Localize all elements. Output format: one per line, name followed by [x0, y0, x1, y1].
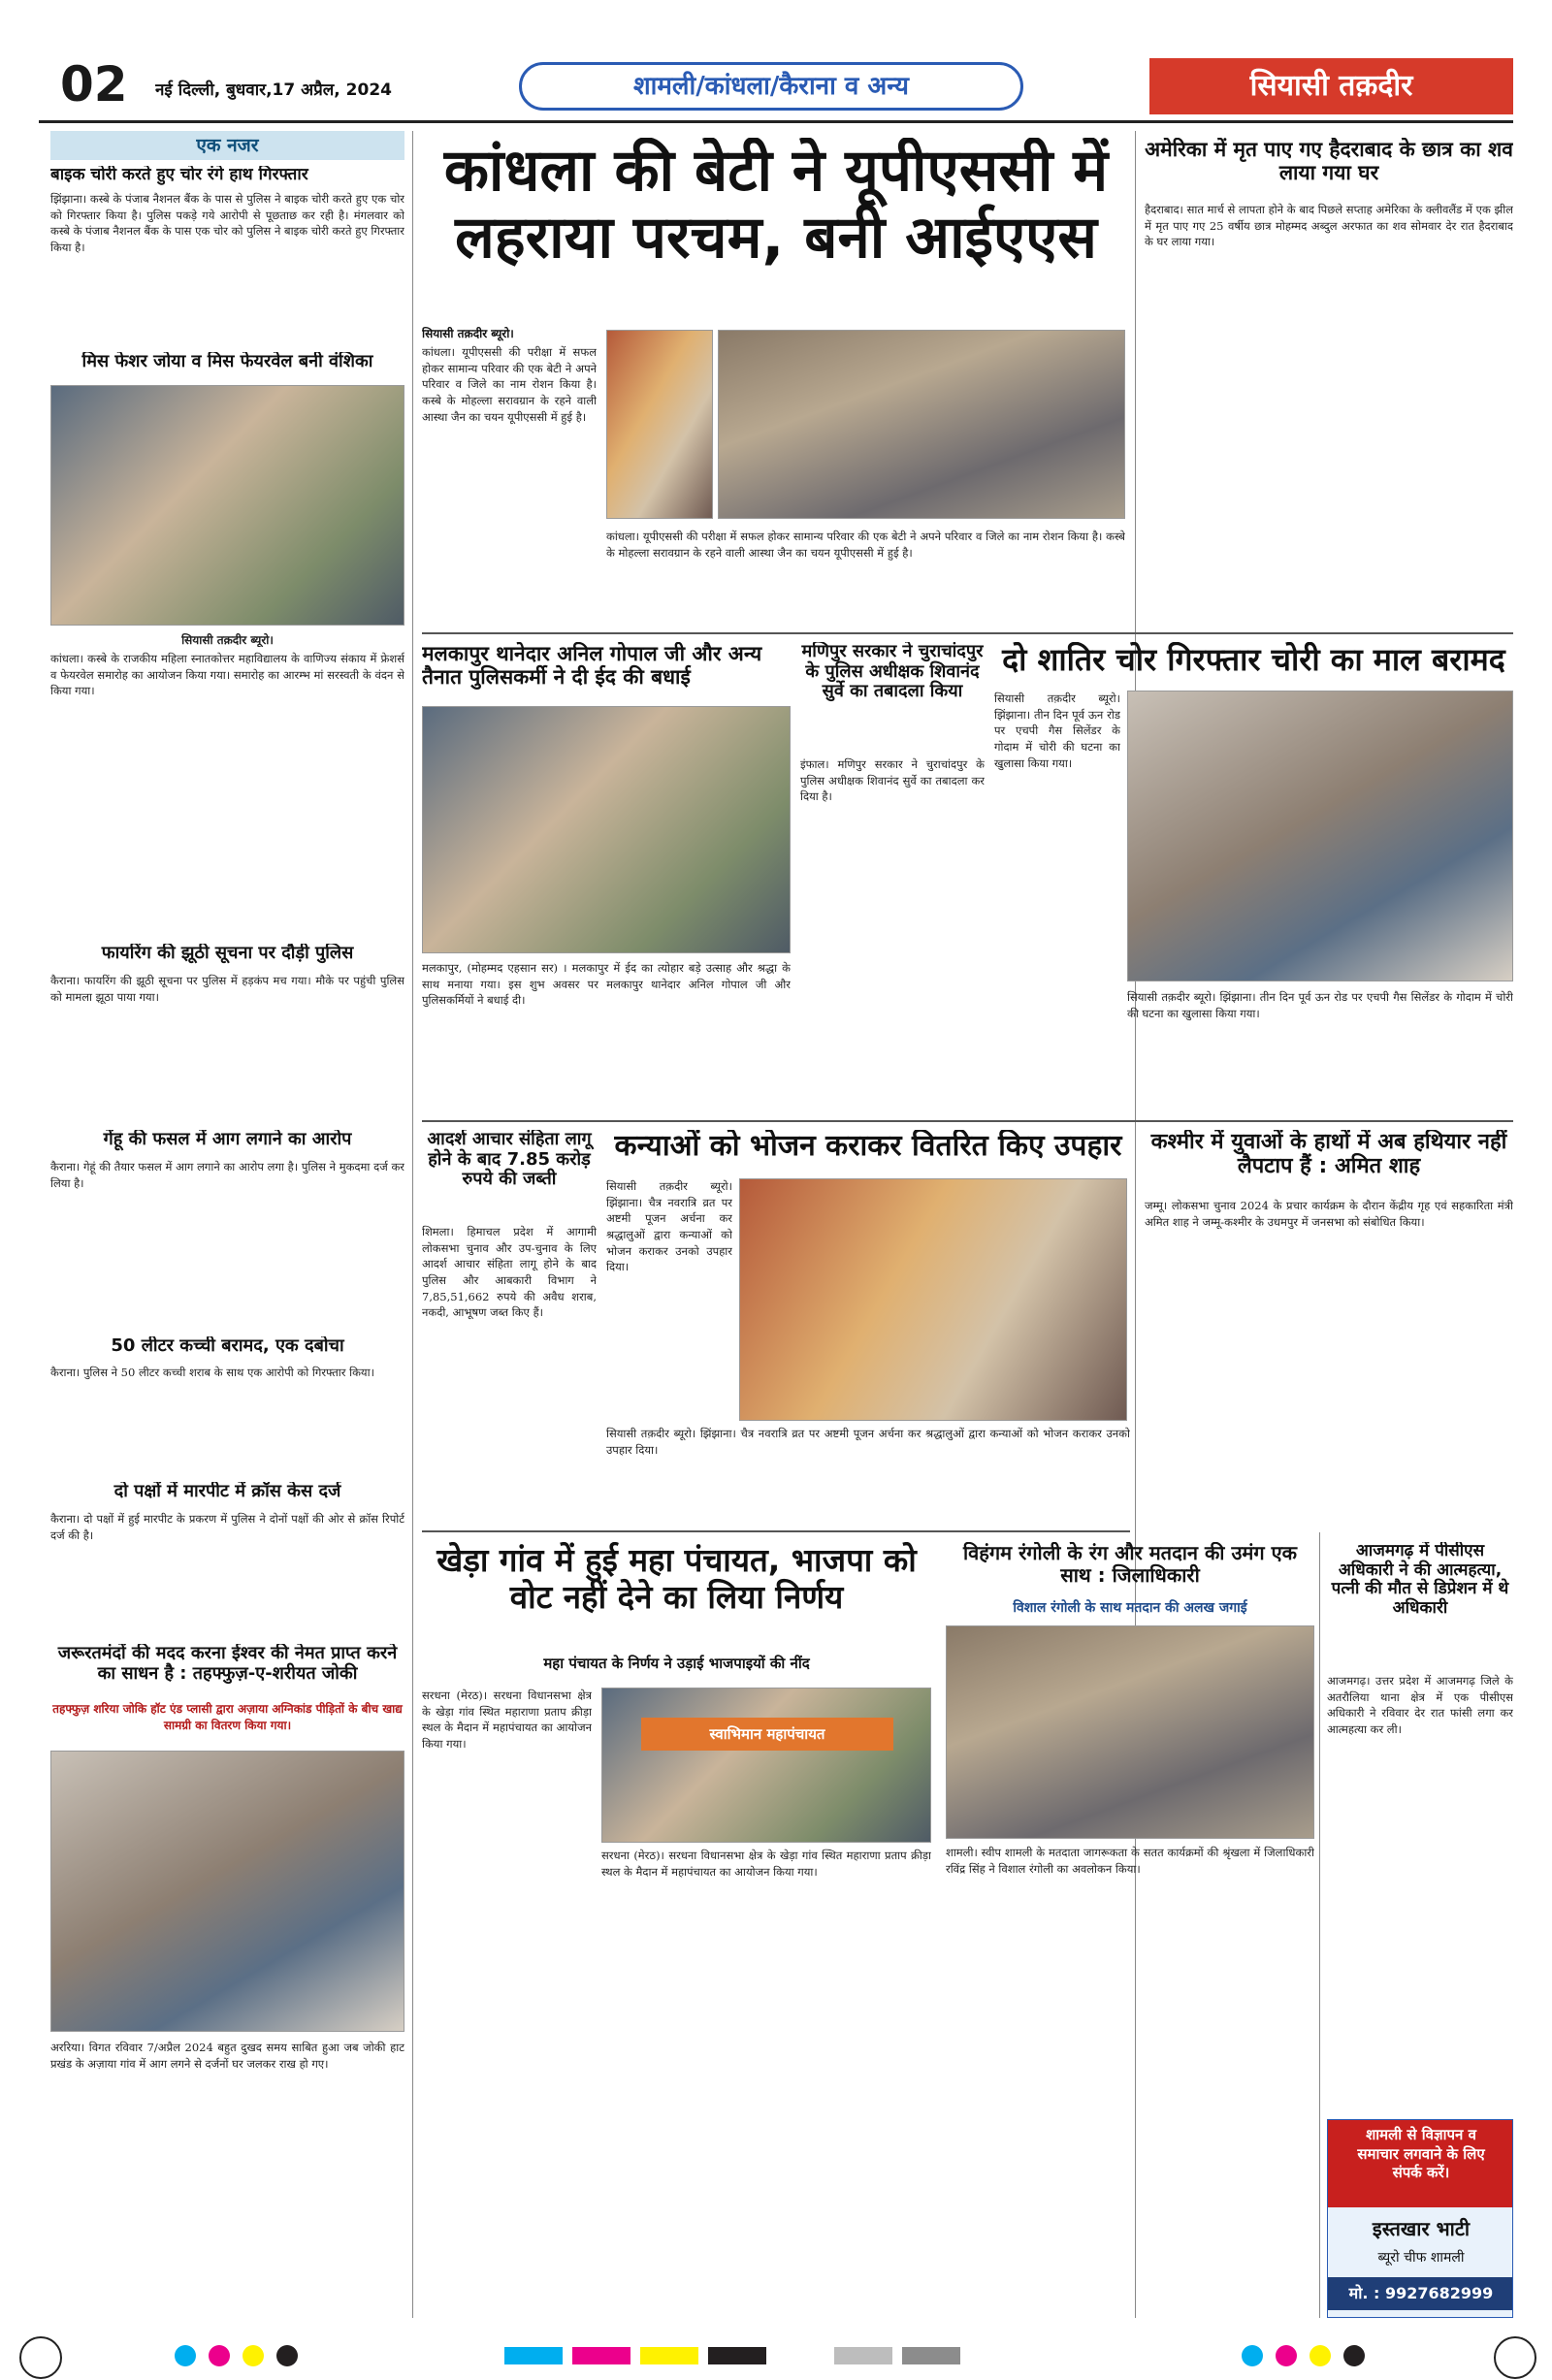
- story-body: जम्मू। लोकसभा चुनाव 2024 के प्रचार कार्यक्रम के दौरान केंद्रीय गृह एवं सहकारिता मंत्री अमित शाह ने जम्मू-कश्मीर के उधमपुर में जनसभा को संबोधित किया।: [1145, 1199, 1513, 1229]
- magenta-dot-icon: [209, 2345, 230, 2366]
- black-dot-icon: [276, 2345, 298, 2366]
- masthead: [0, 0, 1552, 124]
- story-body: सरधना (मेरठ)। सरधना विधानसभा क्षेत्र के खेड़ा गांव स्थित महाराणा प्रताप क्रीड़ा स्थल के मैदान में महापंचायत का आयोजन किया गया।: [422, 1689, 592, 1752]
- story-headline: खेड़ा गांव में हुई महा पंचायत, भाजपा को वोट नहीं देने का लिया निर्णय: [436, 1542, 917, 1616]
- story-headline: कन्याओं को भोजन कराकर वितरित किए उपहार: [614, 1130, 1122, 1163]
- story-headline: अमेरिका में मृत पाए गए हैदराबाद के छात्र का शव लाया गया घर: [1145, 138, 1513, 185]
- ad-contact-phone: मो. : 9927682999: [1328, 2277, 1513, 2310]
- story-body-continued: सरधना (मेरठ)। सरधना विधानसभा क्षेत्र के खेड़ा गांव स्थित महाराणा प्रताप क्रीड़ा स्थल के मैदान में महापंचायत का आयोजन किया गया।: [601, 1849, 931, 1879]
- photo-caption: सियासी तक़दीर ब्यूरो।: [181, 633, 274, 647]
- lead-byline: सियासी तक़दीर ब्यूरो।: [422, 327, 514, 340]
- story-body: सियासी तक़दीर ब्यूरो। झिंझाना। तीन दिन पूर्व ऊन रोड पर एचपी गैस सिलेंडर के गोदाम में चोरी की घटना का खुलासा किया गया।: [994, 691, 1120, 770]
- story-subhead: महा पंचायत के निर्णय ने उड़ाई भाजपाइयों की नींद: [543, 1655, 810, 1672]
- section-rule: [422, 1120, 1513, 1122]
- registration-mark-icon: [19, 2336, 62, 2379]
- story-body: अररिया। विगत रविवार 7/अप्रैल 2024 बहुत दुखद समय साबित हुआ जब जोकी हाट प्रखंड के अज़ाया गांव में आग लगने से दर्जनों घर जलकर राख हो गए।: [50, 2041, 404, 2071]
- story-headline: फायरिंग की झूठी सूचना पर दौड़ी पुलिस: [101, 944, 354, 963]
- stage-banner: स्वाभिमान महापंचायत: [641, 1718, 893, 1751]
- grey-swatch: [902, 2347, 960, 2364]
- story-headline: गेंहू की फसल में आग लगाने का आरोप: [103, 1130, 352, 1149]
- story-body: आजमगढ़। उत्तर प्रदेश में आजमगढ़ जिले के अतरौलिया थाना क्षेत्र में एक पीसीएस अधिकारी ने रविवार देर रात फांसी लगा कर आत्महत्या कर ली।: [1327, 1674, 1513, 1737]
- column-divider: [412, 131, 413, 2318]
- story-body-continued: सियासी तक़दीर ब्यूरो। झिंझाना। तीन दिन पूर्व ऊन रोड पर एचपी गैस सिलेंडर के गोदाम में चोरी की घटना का खुलासा किया गया।: [1127, 990, 1513, 1020]
- story-body: झिंझाना। कस्बे के पंजाब नैशनल बैंक के पास से पुलिस ने बाइक चोरी करते हुए एक चोर को गिरफ्तार किया है। पुलिस पकड़े गये आरोपी से पूछताछ कर रही है। मंगलवार को कस्बे के पंजाब नैशनल बैंक के पास एक चोर को पुलिस ने बाइक चोरी करते हुए गिरफ्तार किया है।: [50, 192, 404, 255]
- cyan-swatch: [504, 2347, 563, 2364]
- story-headline: विहंगम रंगोली के रंग और मतदान की उमंग एक साथ : जिलाधिकारी: [962, 1542, 1298, 1587]
- section-title: शामली/कांधला/कैराना व अन्य: [519, 62, 1023, 111]
- yellow-dot-icon: [242, 2345, 264, 2366]
- story-body: सियासी तक़दीर ब्यूरो। झिंझाना। चैत्र नवरात्रि व्रत पर अष्टमी पूजन अर्चना कर श्रद्धालुओं द्वारा कन्याओं को भोजन कराकर उनको उपहार दिया।: [606, 1179, 732, 1274]
- printer-color-strip: [0, 2332, 1552, 2380]
- story-body: कैराना। गेहूं की तैयार फसल में आग लगाने का आरोप लगा है। पुलिस ने मुकदमा दर्ज कर लिया है।: [50, 1160, 404, 1190]
- story-subhead: तहफ्फुज़ शरिया जोकि हॉट एंड प्लासी द्वारा अज़ाया अग्निकांड पीड़ितों के बीच खाद्य सामग्री का वितरण किया गया।: [52, 1702, 403, 1732]
- ad-line: संपर्क करें।: [1392, 2164, 1450, 2181]
- section-rule: [422, 632, 1513, 634]
- story-body: शामली। स्वीप शामली के मतदाता जागरूकता के सतत कार्यक्रमों की श्रृंखला में जिलाधिकारी रविंद्र सिंह ने विशाल रंगोली का अवलोकन किया।: [946, 1846, 1314, 1876]
- grey-swatch: [834, 2347, 892, 2364]
- story-body: कैराना। पुलिस ने 50 लीटर कच्ची शराब के साथ एक आरोपी को गिरफ्तार किया।: [50, 1366, 374, 1379]
- college-event-photo: [50, 385, 404, 626]
- story-body: कांधला। कस्बे के राजकीय महिला स्नातकोत्तर महाविद्यालय के वाणिज्य संकाय में फ्रेशर्स व फेयरवेल समारोह का आयोजन किया गया। समारोह का आरम्भ मां सरस्वती के वंदन से किया गया।: [50, 652, 404, 698]
- story-body: मलकापुर, (मोहम्मद एहसान सर) । मलकापुर में ईद का त्योहार बड़े उत्साह और श्रद्धा के साथ मनाया गया। इस शुभ अवसर पर मलकापुर थानेदार अनिल गोपाल जी और पुलिसकर्मियों ने बधाई दी।: [422, 961, 791, 1008]
- brand-banner: सियासी तक़दीर: [1149, 58, 1513, 114]
- ad-line: शामली से विज्ञापन व: [1366, 2126, 1476, 2143]
- story-body: हैदराबाद। सात मार्च से लापता होने के बाद पिछले सप्ताह अमेरिका के क्लीवलैंड में एक झील में मृत पाए गए 25 वर्षीय छात्र मोहम्मद अब्दुल अरफात का शव सोमवार देर रात हैदराबाद के घर लाया गया।: [1145, 203, 1513, 249]
- story-body: इंफाल। मणिपुर सरकार ने चुराचांदपुर के पुलिस अधीक्षक शिवानंद सुर्वे का तबादला कर दिया है।: [800, 757, 985, 804]
- magenta-dot-icon: [1276, 2345, 1297, 2366]
- ad-header: [1328, 2120, 1513, 2207]
- left-column: [50, 131, 404, 2318]
- yellow-swatch: [640, 2347, 698, 2364]
- story-headline: दो पक्षों में मारपीट में क्रॉस केस दर्ज: [113, 1482, 341, 1501]
- black-dot-icon: [1343, 2345, 1365, 2366]
- story-headline: कश्मीर में युवाओं के हाथों में अब हथियार नहीं लैपटाप हैं : अमित शाह: [1150, 1130, 1507, 1179]
- masthead-rule: [39, 120, 1513, 123]
- story-body: शिमला। हिमाचल प्रदेश में आगामी लोकसभा चुनाव और उप-चुनाव के लिए आदर्श आचार संहिता लागू होने के बाद पुलिस और आबकारी विभाग ने 7,85,51,662 रुपये की अवैध शराब, नकदी, आभूषण जब्त किए हैं।: [422, 1225, 597, 1320]
- story-headline: मलकापुर थानेदार अनिल गोपाल जी और अन्य तैनात पुलिसकर्मी ने दी ईद की बधाई: [422, 642, 762, 690]
- column-divider: [1319, 1532, 1320, 2318]
- ad-contact-role: ब्यूरो चीफ शामली: [1377, 2250, 1465, 2266]
- column-header: एक नजर: [50, 131, 404, 160]
- lead-body-continued: कांधला। यूपीएससी की परीक्षा में सफल होकर सामान्य परिवार की एक बेटी ने अपने परिवार व जिले का नाम रोशन किया है। कस्बे के मोहल्ला सरावग्रान के रहने वाली आस्था जैन का चयन यूपीएससी में हुई है।: [606, 530, 1125, 560]
- cyan-dot-icon: [175, 2345, 196, 2366]
- family-photo: [718, 330, 1125, 519]
- story-body: कैराना। दो पक्षों में हुई मारपीट के प्रकरण में पुलिस ने दोनों पक्षों की ओर से क्रॉस रिपोर्ट दर्ज की है।: [50, 1512, 404, 1542]
- advertisement-box: [1327, 2119, 1513, 2318]
- ad-contact-name: इस्तखार भाटी: [1372, 2217, 1471, 2240]
- black-swatch: [708, 2347, 766, 2364]
- story-headline: 50 लीटर कच्ची बरामद, एक दबोचा: [111, 1336, 344, 1356]
- rangoli-photo: [946, 1625, 1314, 1839]
- relief-distribution-photo: [50, 1751, 404, 2032]
- story-headline: आजमगढ़ में पीसीएस अधिकारी ने की आत्महत्या, पत्नी की मौत से डिप्रेशन में थे अधिकारी: [1331, 1542, 1509, 1618]
- story-body-continued: सियासी तक़दीर ब्यूरो। झिंझाना। चैत्र नवरात्रि व्रत पर अष्टमी पूजन अर्चना कर श्रद्धालुओं द्वारा कन्याओं को भोजन कराकर उनको उपहार दिया।: [606, 1427, 1130, 1457]
- story-headline: दो शातिर चोर गिरफ्तार चोरी का माल बरामद: [1002, 642, 1505, 678]
- registration-mark-icon: [1494, 2336, 1536, 2379]
- lead-headline: कांधला की बेटी ने यूपीएससी में लहराया परचम, बनी आईएएस: [443, 138, 1109, 272]
- arrest-photo: [1127, 691, 1513, 981]
- story-headline: जरूरतमंदों की मदद करना ईश्वर की नेमत प्राप्त करने का साधन है : तहफ्फुज़-ए-शरीयत जोकी: [57, 1644, 398, 1684]
- kanya-pujan-photo: [739, 1178, 1127, 1421]
- magenta-swatch: [572, 2347, 630, 2364]
- panchayat-photo: [601, 1688, 931, 1843]
- yellow-dot-icon: [1310, 2345, 1331, 2366]
- ad-line: समाचार लगवाने के लिए: [1357, 2144, 1485, 2163]
- story-headline: आदर्श आचार संहिता लागू होने के बाद 7.85 करोड़ रुपये की जब्ती: [427, 1130, 592, 1190]
- dateline: नई दिल्ली, बुधवार,17 अप्रैल, 2024: [155, 80, 392, 100]
- story-headline: मिस फेशर जोया व मिस फेयरवेल बनी वंशिका: [81, 352, 373, 371]
- lead-body: कांधला। यूपीएससी की परीक्षा में सफल होकर सामान्य परिवार की एक बेटी ने अपने परिवार व जिले का नाम रोशन किया है। कस्बे के मोहल्ला सरावग्रान के रहने वाली आस्था जैन का चयन यूपीएससी में हुई है।: [422, 345, 597, 424]
- page-number: 02: [60, 56, 128, 113]
- section-rule: [422, 1530, 1130, 1532]
- story-headline: मणिपुर सरकार ने चुराचांदपुर के पुलिस अधीक्षक शिवानंद सुर्वे का तबादला किया: [801, 642, 984, 702]
- story-subhead: विशाल रंगोली के साथ मतदान की अलख जगाई: [1013, 1600, 1247, 1616]
- story-headline: बाइक चोरी करते हुए चोर रंगे हाथ गिरफ्तार: [50, 166, 308, 184]
- cyan-dot-icon: [1242, 2345, 1263, 2366]
- ias-portrait-photo: [606, 330, 713, 519]
- eid-greeting-photo: [422, 706, 791, 953]
- story-body: कैराना। फायरिंग की झूठी सूचना पर पुलिस में हड़कंप मच गया। मौके पर पहुंची पुलिस को मामला झूठा पाया गया।: [50, 974, 404, 1004]
